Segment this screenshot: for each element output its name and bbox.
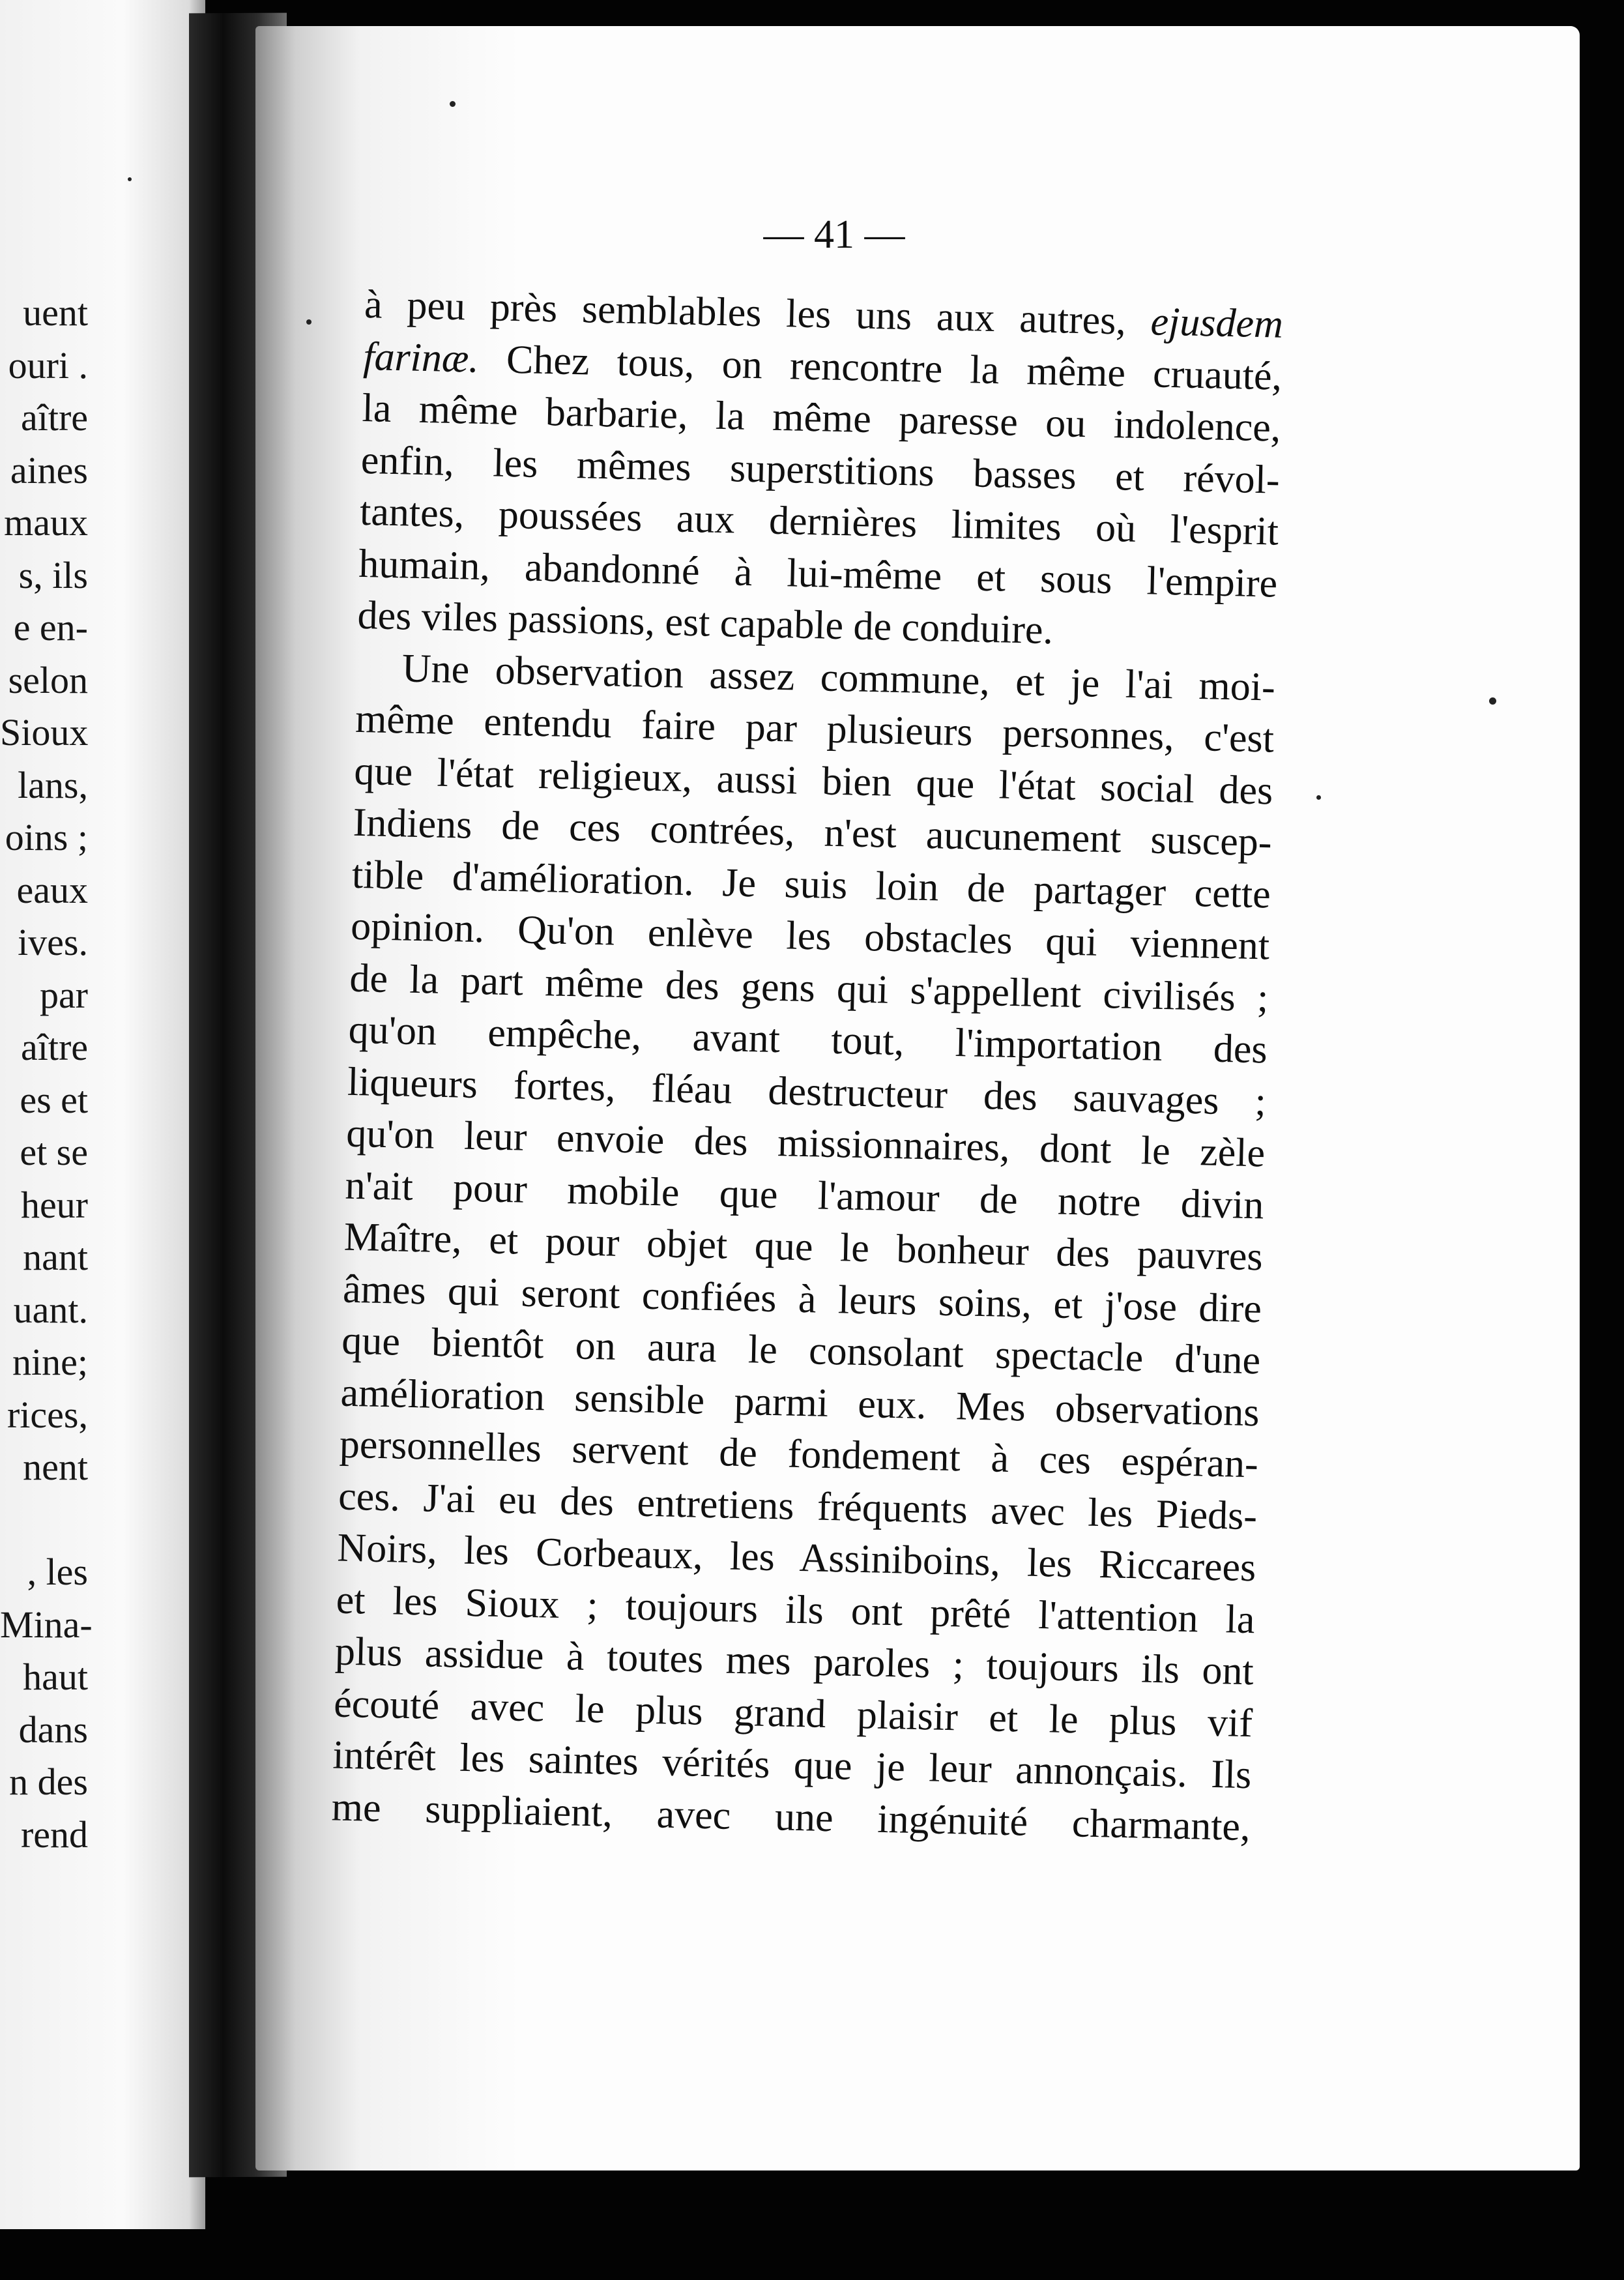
left-page-line: Mina- bbox=[0, 1603, 93, 1646]
left-page-line: et se bbox=[20, 1131, 88, 1173]
left-page-line: rend bbox=[20, 1813, 88, 1856]
left-page-line: aître bbox=[20, 1026, 88, 1068]
text-line: âmes qui seront confiées à leurs soins, et j'ose dire bbox=[342, 1266, 1262, 1331]
left-page-line: nant bbox=[23, 1236, 88, 1278]
text-line: qu'on empêche, avant tout, l'importation des bbox=[348, 1007, 1268, 1072]
scan-speck bbox=[450, 101, 456, 107]
text-line: intérêt les saintes vérités que je leur annonçais. Ils bbox=[332, 1732, 1252, 1798]
left-page-line: ouri . bbox=[8, 343, 88, 387]
left-page-line: uent bbox=[23, 291, 88, 334]
left-page-line: selon bbox=[8, 658, 88, 701]
left-page-line: dans bbox=[18, 1708, 88, 1751]
latin-phrase-italic: farinæ. bbox=[362, 334, 480, 381]
left-page-line: nent bbox=[23, 1446, 88, 1488]
page-body-text bbox=[331, 279, 1284, 1853]
text-line: enfin, les mêmes superstitions basses et révol- bbox=[360, 437, 1281, 503]
left-page-line: , les bbox=[27, 1551, 88, 1593]
text-line: Noirs, les Corbeaux, les Assiniboins, les Riccarees bbox=[336, 1525, 1256, 1590]
left-page-line: Sioux bbox=[0, 711, 89, 753]
left-page-text bbox=[0, 287, 93, 1861]
text-line: que l'état religieux, aussi bien que l'état social des bbox=[353, 748, 1273, 813]
left-page-line: e en- bbox=[13, 606, 88, 649]
text-line: plus assidue à toutes mes paroles ; toujours ils ont bbox=[334, 1629, 1254, 1694]
scan-speck bbox=[128, 177, 132, 181]
text-line: personnelles servent de fondement à ces espéran- bbox=[339, 1422, 1259, 1487]
text-line: humain, abandonné à lui-même et sous l'empire bbox=[358, 541, 1278, 606]
text-line: écouté avec le plus grand plaisir et le plus vif bbox=[333, 1680, 1253, 1746]
text-line: tantes, poussées aux dernières limites où l'esprit bbox=[359, 489, 1279, 554]
text-line: des viles passions, est capable de conduire. bbox=[357, 592, 1054, 653]
text-line: de la part même des gens qui s'appellent civilisés ; bbox=[349, 956, 1269, 1020]
text-line: opinion. Qu'on enlève les obstacles qui viennent bbox=[350, 903, 1270, 969]
left-page-line: haut bbox=[23, 1656, 88, 1698]
text-line: Une observation assez commune, et je l'ai moi- bbox=[401, 645, 1276, 710]
text-line: liqueurs fortes, fléau destructeur des sauvages ; bbox=[347, 1059, 1267, 1124]
left-page-line: par bbox=[39, 973, 88, 1016]
text-line: et les Sioux ; toujours ils ont prêté l'attention la bbox=[336, 1577, 1256, 1642]
text-line: même entendu faire par plusieurs personnes, c'est bbox=[355, 696, 1275, 761]
left-page-line: maux bbox=[4, 501, 88, 544]
left-page-line: aines bbox=[10, 448, 88, 491]
text-line: me suppliaient, avec une ingénuité charmante, bbox=[331, 1784, 1251, 1849]
text-line-segment: à peu près semblables les uns aux autres, bbox=[364, 282, 1127, 343]
scan-speck bbox=[306, 319, 312, 325]
left-page-line: oins ; bbox=[5, 816, 88, 858]
left-page-line: heur bbox=[20, 1183, 88, 1226]
left-page-line: rices, bbox=[7, 1393, 88, 1436]
text-line: qu'on leur envoie des missionnaires, dont le zèle bbox=[345, 1111, 1266, 1176]
left-page-line: nine; bbox=[12, 1341, 88, 1383]
text-line-segment: Chez tous, on rencontre la même cruauté, bbox=[506, 337, 1283, 399]
left-page-line: eaux bbox=[16, 868, 88, 911]
text-line: Indiens de ces contrées, n'est aucunement suscep- bbox=[353, 800, 1273, 865]
scan-speck bbox=[1489, 697, 1496, 705]
left-page-line: es et bbox=[20, 1078, 88, 1121]
left-page-line: aître bbox=[20, 396, 88, 439]
text-line: n'ait pour mobile que l'amour de notre divin bbox=[344, 1163, 1265, 1227]
left-page bbox=[0, 0, 205, 2229]
left-page-line: uant. bbox=[13, 1288, 88, 1331]
text-line: tible d'amélioration. Je suis loin de partager cette bbox=[351, 852, 1271, 917]
left-page-line: ives. bbox=[18, 921, 88, 963]
scan-speck bbox=[1316, 795, 1321, 800]
text-line: que bientôt on aura le consolant spectacle d'une bbox=[341, 1318, 1261, 1383]
text-line: la même barbarie, la même paresse ou indolence, bbox=[361, 385, 1282, 450]
left-page-line: lans, bbox=[18, 763, 88, 806]
page-number: — 41 — bbox=[763, 212, 905, 257]
text-line: Maître, et pour objet que le bonheur des pauvres bbox=[343, 1214, 1264, 1279]
left-page-line: s, ils bbox=[18, 553, 88, 596]
text-line: amélioration sensible parmi eux. Mes observations bbox=[340, 1370, 1260, 1435]
latin-phrase-italic: ejusdem bbox=[1150, 299, 1284, 347]
left-page-line bbox=[0, 1494, 88, 1547]
text-line: ces. J'ai eu des entretiens fréquents avec les Pieds- bbox=[338, 1474, 1258, 1538]
left-page-line: n des bbox=[9, 1761, 88, 1803]
